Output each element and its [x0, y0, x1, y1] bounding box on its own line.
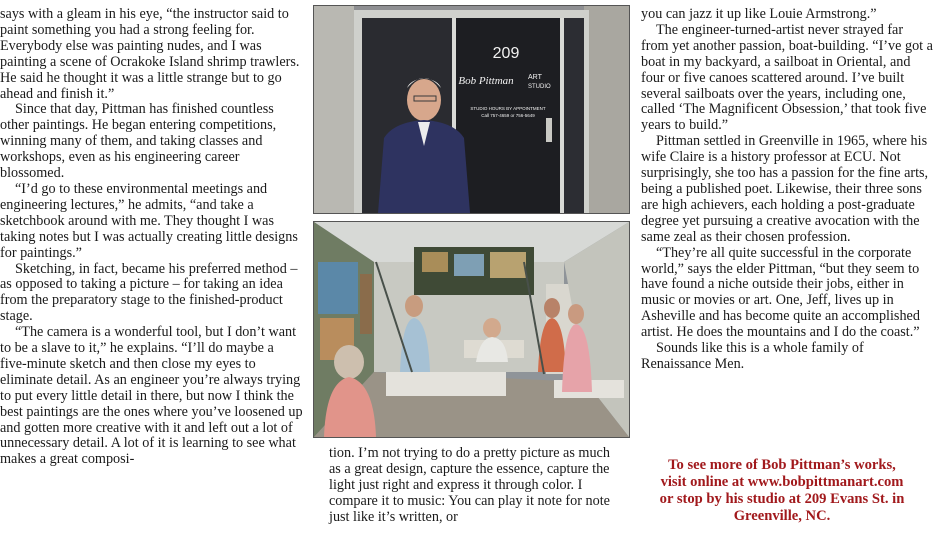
studio-door-photo [313, 5, 630, 214]
promo-line: To see more of Bob Pittman’s works, [668, 457, 896, 473]
paragraph: you can jazz it up like Louie Armstrong.” [641, 6, 877, 22]
promo-website: visit online at www.bobpittmanart.com [660, 474, 904, 490]
paragraph: Sounds like this is a whole family of Renaissance Men. [641, 340, 864, 372]
article-column-3 [641, 7, 934, 373]
studio-door-illustration [314, 6, 629, 213]
paragraph: Since that day, Pittman has finished countless other paintings. He began entering competitions, winning many of them, and taking classes and workshops, even as his engineering career blossomed. [0, 101, 277, 182]
paragraph: says with a gleam in his eye, “the instructor said to paint something you had a strong feeling for. Everybody else was painting nudes, and I was painting a scene of Ocrakoke Island shrimp trawlers. He said he thought it was a little strange but to go ahead and finish it.” [0, 6, 300, 102]
promo-callout [632, 457, 932, 525]
studio-interior-photo [313, 221, 630, 438]
paragraph: Pittman settled in Greenville in 1965, where his wife Claire is a history professor at ECU. Not surprisingly, she too has a passion for the fine arts, being a published poet. Likewise, their three sons are high achievers, each holding a post-graduate degree yet pursuing a creative avocation with the same zeal as their chosen profession. [641, 133, 929, 245]
promo-line: or stop by his studio at 209 Evans St. in [659, 491, 905, 507]
paragraph: The engineer-turned-artist never strayed far from yet another passion, boat-building. “I’ve got a boat in my backyard, a sailboat in Oriental, and four or five canoes scattered around. I’ve built several sailboats over the years, including one, called ‘The Magnificent Obsession,’ that took five years to build.” [641, 21, 933, 134]
paragraph: “I’d go to these environmental meetings and engineering lectures,” he admits, “and take a sketchbook around with me. They thought I was taking notes but I was actually creating little designs for paintings.” [0, 180, 298, 261]
paragraph: Sketching, in fact, became his preferred method – as opposed to taking a picture – for taking an idea from the preparatory stage to the finished-product stage. [0, 260, 298, 325]
studio-hours: STUDIO HOURS BY APPOINTMENT [470, 106, 546, 111]
paragraph: “The camera is a wonderful tool, but I don’t want to be a slave to it,” he explains. “I’ll do maybe a five-minute sketch and then close my eyes to eliminate detail. As an engineer you’re always trying to put every little detail in there, but now I think the best paintings are the ones where you’ve loosened up and gotten more creative with it and left out a lot of unnecessary detail. A lot of it is learning to see what makes a great composi- [0, 324, 303, 468]
logo-name: Bob Pittman [458, 75, 514, 87]
studio-interior-illustration [314, 222, 629, 437]
logo-art: ART [528, 74, 542, 81]
promo-line: Greenville, NC. [733, 508, 831, 524]
paragraph: tion. I’m not trying to do a pretty picture as much as a great design, capture the essence, capture the light just right and express it through color. I compare it to music: You can play it note for note just like it’s written, or [329, 445, 610, 525]
article-column-2 [329, 446, 624, 526]
paragraph: “They’re all quite successful in the corporate world,” says the elder Pittman, “but they seem to have found a niche outside their jobs, either in music or movies or art. One, Jeff, lives up in Asheville and has become quite an accomplished artist. He does the mountains and I do the coast.” [641, 244, 920, 341]
door-number: 209 [492, 45, 520, 62]
studio-phone: Call 757-4659 or 756-5649 [481, 113, 535, 118]
article-column-1 [0, 7, 303, 468]
logo-studio: STUDIO [528, 84, 551, 90]
